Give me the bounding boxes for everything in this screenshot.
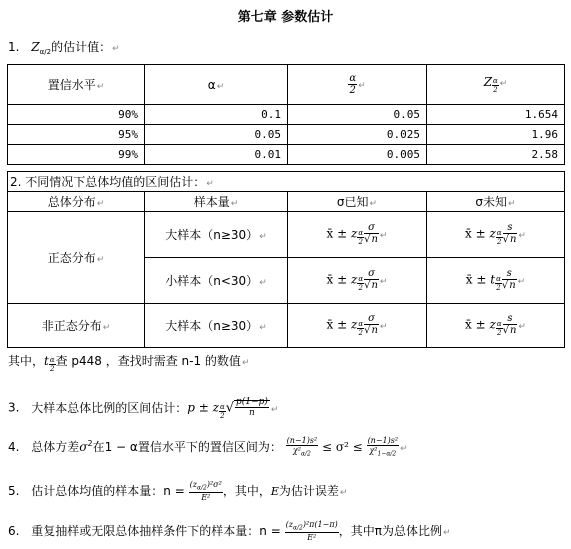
cell: 1.654	[427, 105, 565, 125]
table-row	[8, 145, 565, 165]
table2-header-distribution: 总体分布↵	[8, 192, 145, 212]
section1-heading: 1. $Z_{\alpha/2}$的估计值：↵	[8, 40, 120, 56]
item3-proportion-interval: 3. 大样本总体比例的区间估计：p ± z $\frac{\alpha}{2}$ √ $\frac{p(1-p)}{n}$ ↵	[8, 397, 279, 420]
table2-header-sigma-unknown: σ未知↵	[427, 192, 565, 212]
table2-header-sample-size: 样本量↵	[145, 192, 288, 212]
cell: 0.1	[145, 105, 288, 125]
table-row	[8, 125, 565, 145]
formula-known-large: x̄ ± z $\frac{\alpha}{2}$ $\frac{\sigma}{√n}$ ↵	[288, 212, 427, 258]
non-normal-distribution-cell: 非正态分布↵	[8, 304, 145, 348]
page-title: 第七章 参数估计	[237, 10, 334, 25]
cell: 90%	[8, 105, 145, 125]
item4-variance-interval: 4. 总体方差$\sigma^2$在1 − α置信水平下的置信区间为： $\frac{\text{(n−1)s²}}{\chi^2_{\alpha/2}}$ ≤ σ² ≤ $\frac{\text{(n−1)s²}}{\chi^2_{1-\alpha/2}}$ ↵	[8, 436, 408, 458]
cell: 2.58	[427, 145, 565, 165]
large-sample-cell: 大样本（n≥30）↵	[145, 212, 288, 258]
large-sample-cell-nonnormal: 大样本（n≥30）↵	[145, 304, 288, 348]
table2-header-sigma-known: σ已知↵	[288, 192, 427, 212]
item6-sample-size-proportion: 6. 重复抽样或无限总体抽样条件下的样本量：n = $\frac{(z_{\alpha/2})^2\pi(1-\pi)}{\text{E²}}$ ，其中π为总体比例↵	[8, 520, 451, 542]
cell: 0.005	[288, 145, 427, 165]
table1-header-z: Z $\frac{\alpha}{2}$ ↵	[427, 65, 565, 105]
cell: 99%	[8, 145, 145, 165]
section1-number: 1.	[8, 40, 20, 54]
formula-unknown-nonnormal: x̄ ± z $\frac{\alpha}{2}$ $\frac{s}{√n}$ ↵	[427, 304, 565, 348]
section2-heading: 2. 不同情况下总体均值的区间估计：↵	[8, 172, 565, 192]
item5-sample-size-mean: 5. 估计总体均值的样本量：n = $\frac{(z_{\alpha/2})^2\sigma^2}{\text{E²}}$ ，其中，E为估计误差↵	[8, 480, 348, 502]
formula-known-nonnormal: x̄ ± z $\frac{\alpha}{2}$ $\frac{\sigma}{√n}$ ↵	[288, 304, 427, 348]
cell: 0.025	[288, 125, 427, 145]
table1-header-confidence: 置信水平↵	[8, 65, 145, 105]
z-symbol: Z	[31, 40, 40, 54]
cell: 1.96	[427, 125, 565, 145]
section1-label: 的估计值：	[51, 40, 112, 54]
note-line: 其中，t $\frac{\alpha}{2}$ 查 p448 ，查找时需查 n-1 的数值↵	[8, 354, 250, 373]
mean-interval-table	[7, 171, 565, 348]
cell: 0.01	[145, 145, 288, 165]
cell: 95%	[8, 125, 145, 145]
table1-header-half-alpha: $\frac{\alpha}{2}$ ↵	[288, 65, 427, 105]
formula-unknown-large: x̄ ± z $\frac{\alpha}{2}$ $\frac{s}{√n}$ ↵	[427, 212, 565, 258]
z-value-table	[7, 64, 565, 165]
small-sample-cell: 小样本（n<30）↵	[145, 258, 288, 304]
formula-unknown-small: x̄ ± t $\frac{\alpha}{2}$ $\frac{s}{√n}$ ↵	[427, 258, 565, 304]
cell: 0.05	[288, 105, 427, 125]
cell: 0.05	[145, 125, 288, 145]
formula-known-small: x̄ ± z $\frac{\alpha}{2}$ $\frac{\sigma}{√n}$ ↵	[288, 258, 427, 304]
table-row	[8, 105, 565, 125]
normal-distribution-cell: 正态分布↵	[8, 212, 145, 304]
table1-header-alpha: α↵	[145, 65, 288, 105]
